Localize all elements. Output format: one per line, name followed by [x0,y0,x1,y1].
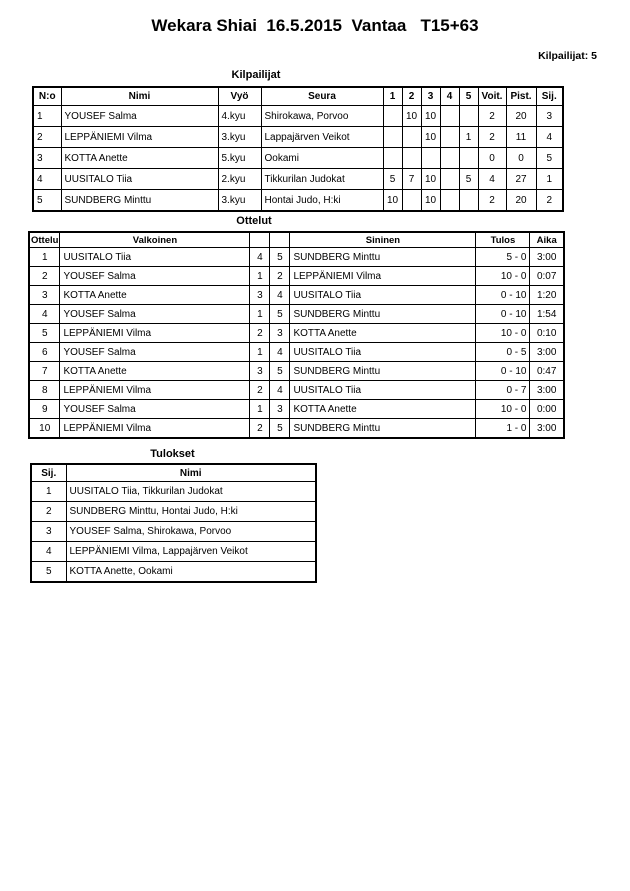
cell-score-4 [440,127,459,148]
competitors-table-body [33,106,563,212]
cell-score-4 [440,190,459,212]
cell-vyo: 3.kyu [218,190,261,212]
cell-voit: 4 [478,169,506,190]
cell-valkoinen: LEPPÄNIEMI Vilma [60,381,250,400]
matches-table [28,231,565,439]
cell-blue-number: 5 [270,305,290,324]
cell-seura: Tikkurilan Judokat [261,169,383,190]
cell-seura: Ookami [261,148,383,169]
header-seura: Seura [261,87,383,106]
cell-no: 2 [33,127,61,148]
cell-valkoinen: YOUSEF Salma [60,343,250,362]
cell-score-1: 10 [383,190,402,212]
cell-score-2 [402,148,421,169]
header-tulos: Tulos [476,232,530,248]
cell-white-number: 2 [250,381,270,400]
cell-blue-number: 5 [270,419,290,439]
cell-sij: 3 [31,522,66,542]
table-row [33,106,563,127]
cell-sij: 2 [536,190,563,212]
cell-score-4 [440,148,459,169]
header-row [31,464,316,482]
cell-seura: Lappajärven Veikot [261,127,383,148]
cell-score-3: 10 [421,106,440,127]
cell-no: 3 [33,148,61,169]
cell-white-number: 1 [250,267,270,286]
table-row [29,419,564,439]
cell-sininen: KOTTA Anette [290,400,476,419]
header-no: N:o [33,87,61,106]
cell-nimi: KOTTA Anette, Ookami [66,562,316,583]
cell-aika: 0:10 [530,324,564,343]
table-row [33,148,563,169]
cell-blue-number: 5 [270,362,290,381]
cell-sininen: UUSITALO Tiia [290,381,476,400]
cell-score-5 [459,148,478,169]
cell-score-3: 10 [421,190,440,212]
cell-pist: 0 [506,148,536,169]
table-row [33,169,563,190]
cell-pist: 27 [506,169,536,190]
cell-aika: 0:07 [530,267,564,286]
header-ottelu: Ottelu [29,232,60,248]
cell-nimi: UUSITALO Tiia, Tikkurilan Judokat [66,482,316,502]
cell-blue-number: 2 [270,267,290,286]
header-opponent-4: 4 [440,87,459,106]
cell-valkoinen: YOUSEF Salma [60,400,250,419]
cell-sij: 5 [536,148,563,169]
cell-pist: 20 [506,106,536,127]
cell-blue-number: 3 [270,400,290,419]
cell-tulos: 0 - 5 [476,343,530,362]
cell-sij: 3 [536,106,563,127]
table-row [29,343,564,362]
table-row [31,562,316,583]
cell-voit: 2 [478,127,506,148]
cell-valkoinen: YOUSEF Salma [60,305,250,324]
section-title-tulokset: Tulokset [150,448,195,460]
cell-sininen: SUNDBERG Minttu [290,419,476,439]
cell-white-number: 1 [250,343,270,362]
cell-valkoinen: YOUSEF Salma [60,267,250,286]
matches-table-body [29,248,564,439]
cell-sij: 5 [31,562,66,583]
cell-no: 5 [33,190,61,212]
cell-vyo: 3.kyu [218,127,261,148]
cell-score-5 [459,190,478,212]
cell-nimi: YOUSEF Salma [61,106,218,127]
cell-sij: 4 [31,542,66,562]
cell-no: 4 [33,169,61,190]
header-nimi: Nimi [66,464,316,482]
table-row [29,324,564,343]
cell-score-5: 5 [459,169,478,190]
cell-score-5 [459,106,478,127]
cell-nimi: LEPPÄNIEMI Vilma [61,127,218,148]
cell-sininen: UUSITALO Tiia [290,286,476,305]
cell-pist: 11 [506,127,536,148]
cell-voit: 0 [478,148,506,169]
cell-white-number: 1 [250,305,270,324]
header-pist: Pist. [506,87,536,106]
cell-blue-number: 4 [270,343,290,362]
cell-tulos: 0 - 7 [476,381,530,400]
cell-white-number: 2 [250,419,270,439]
header-opponent-2: 2 [402,87,421,106]
table-row [29,381,564,400]
cell-nimi: YOUSEF Salma, Shirokawa, Porvoo [66,522,316,542]
table-row [29,248,564,267]
cell-voit: 2 [478,190,506,212]
cell-white-number: 3 [250,362,270,381]
results-table-body [31,482,316,583]
competitors-table [32,86,564,212]
cell-score-2: 10 [402,106,421,127]
cell-aika: 0:47 [530,362,564,381]
cell-match-no: 1 [29,248,60,267]
cell-sij: 2 [31,502,66,522]
cell-nimi: KOTTA Anette [61,148,218,169]
cell-white-number: 4 [250,248,270,267]
cell-sininen: SUNDBERG Minttu [290,248,476,267]
cell-score-2: 7 [402,169,421,190]
cell-valkoinen: UUSITALO Tiia [60,248,250,267]
cell-nimi: SUNDBERG Minttu [61,190,218,212]
cell-no: 1 [33,106,61,127]
cell-tulos: 10 - 0 [476,400,530,419]
cell-score-5: 1 [459,127,478,148]
table-row [31,542,316,562]
cell-sininen: UUSITALO Tiia [290,343,476,362]
matches-table-header [29,232,564,248]
cell-valkoinen: KOTTA Anette [60,362,250,381]
cell-aika: 3:00 [530,343,564,362]
cell-score-1 [383,127,402,148]
cell-sij: 1 [536,169,563,190]
cell-tulos: 10 - 0 [476,324,530,343]
table-row [29,305,564,324]
cell-voit: 2 [478,106,506,127]
cell-match-no: 4 [29,305,60,324]
table-row [33,127,563,148]
section-title-ottelut: Ottelut [236,215,272,227]
cell-sininen: SUNDBERG Minttu [290,362,476,381]
cell-blue-number: 3 [270,324,290,343]
header-aika: Aika [530,232,564,248]
cell-valkoinen: KOTTA Anette [60,286,250,305]
cell-white-number: 1 [250,400,270,419]
section-title-kilpailijat: Kilpailijat [231,69,281,81]
competitors-table-header [33,87,563,106]
cell-nimi: SUNDBERG Minttu, Hontai Judo, H:ki [66,502,316,522]
header-vyo: Vyö [218,87,261,106]
table-row [29,362,564,381]
cell-sij: 1 [31,482,66,502]
table-row [31,482,316,502]
header-sij: Sij. [31,464,66,482]
cell-match-no: 7 [29,362,60,381]
cell-score-4 [440,106,459,127]
cell-score-2 [402,127,421,148]
cell-tulos: 0 - 10 [476,362,530,381]
header-voit: Voit. [478,87,506,106]
cell-blue-number: 4 [270,286,290,305]
header-row [29,232,564,248]
cell-valkoinen: LEPPÄNIEMI Vilma [60,324,250,343]
cell-score-1: 5 [383,169,402,190]
header-opponent-3: 3 [421,87,440,106]
cell-score-3: 10 [421,169,440,190]
cell-match-no: 5 [29,324,60,343]
table-row [31,502,316,522]
cell-score-1 [383,148,402,169]
table-row [29,267,564,286]
cell-white-number: 2 [250,324,270,343]
cell-match-no: 10 [29,419,60,439]
header-opponent-1: 1 [383,87,402,106]
header-blue-number [270,232,290,248]
cell-aika: 1:20 [530,286,564,305]
cell-blue-number: 5 [270,248,290,267]
cell-tulos: 1 - 0 [476,419,530,439]
header-sij: Sij. [536,87,563,106]
cell-aika: 3:00 [530,381,564,400]
cell-vyo: 2.kyu [218,169,261,190]
cell-seura: Shirokawa, Porvoo [261,106,383,127]
table-row [31,522,316,542]
cell-tulos: 10 - 0 [476,267,530,286]
page-title: Wekara Shiai 16.5.2015 Vantaa T15+63 [151,16,479,35]
cell-white-number: 3 [250,286,270,305]
results-table-header [31,464,316,482]
header-nimi: Nimi [61,87,218,106]
cell-nimi: LEPPÄNIEMI Vilma, Lappajärven Veikot [66,542,316,562]
header-white-number [250,232,270,248]
cell-match-no: 2 [29,267,60,286]
header-opponent-5: 5 [459,87,478,106]
table-row [29,400,564,419]
cell-score-4 [440,169,459,190]
cell-seura: Hontai Judo, H:ki [261,190,383,212]
cell-match-no: 9 [29,400,60,419]
table-row [29,286,564,305]
header-row [33,87,563,106]
table-row [33,190,563,212]
results-table [30,463,317,583]
cell-nimi: UUSITALO Tiia [61,169,218,190]
header-sininen: Sininen [290,232,476,248]
cell-sij: 4 [536,127,563,148]
cell-valkoinen: LEPPÄNIEMI Vilma [60,419,250,439]
cell-aika: 3:00 [530,419,564,439]
cell-aika: 0:00 [530,400,564,419]
cell-pist: 20 [506,190,536,212]
cell-score-3: 10 [421,127,440,148]
cell-tulos: 0 - 10 [476,305,530,324]
cell-score-1 [383,106,402,127]
cell-tulos: 0 - 10 [476,286,530,305]
cell-sininen: KOTTA Anette [290,324,476,343]
cell-score-2 [402,190,421,212]
cell-aika: 1:54 [530,305,564,324]
cell-match-no: 3 [29,286,60,305]
competitors-count: Kilpailijat: 5 [538,50,597,62]
cell-vyo: 4.kyu [218,106,261,127]
cell-score-3 [421,148,440,169]
cell-blue-number: 4 [270,381,290,400]
cell-match-no: 8 [29,381,60,400]
cell-aika: 3:00 [530,248,564,267]
cell-tulos: 5 - 0 [476,248,530,267]
cell-match-no: 6 [29,343,60,362]
cell-sininen: LEPPÄNIEMI Vilma [290,267,476,286]
cell-sininen: SUNDBERG Minttu [290,305,476,324]
header-valkoinen: Valkoinen [60,232,250,248]
cell-vyo: 5.kyu [218,148,261,169]
